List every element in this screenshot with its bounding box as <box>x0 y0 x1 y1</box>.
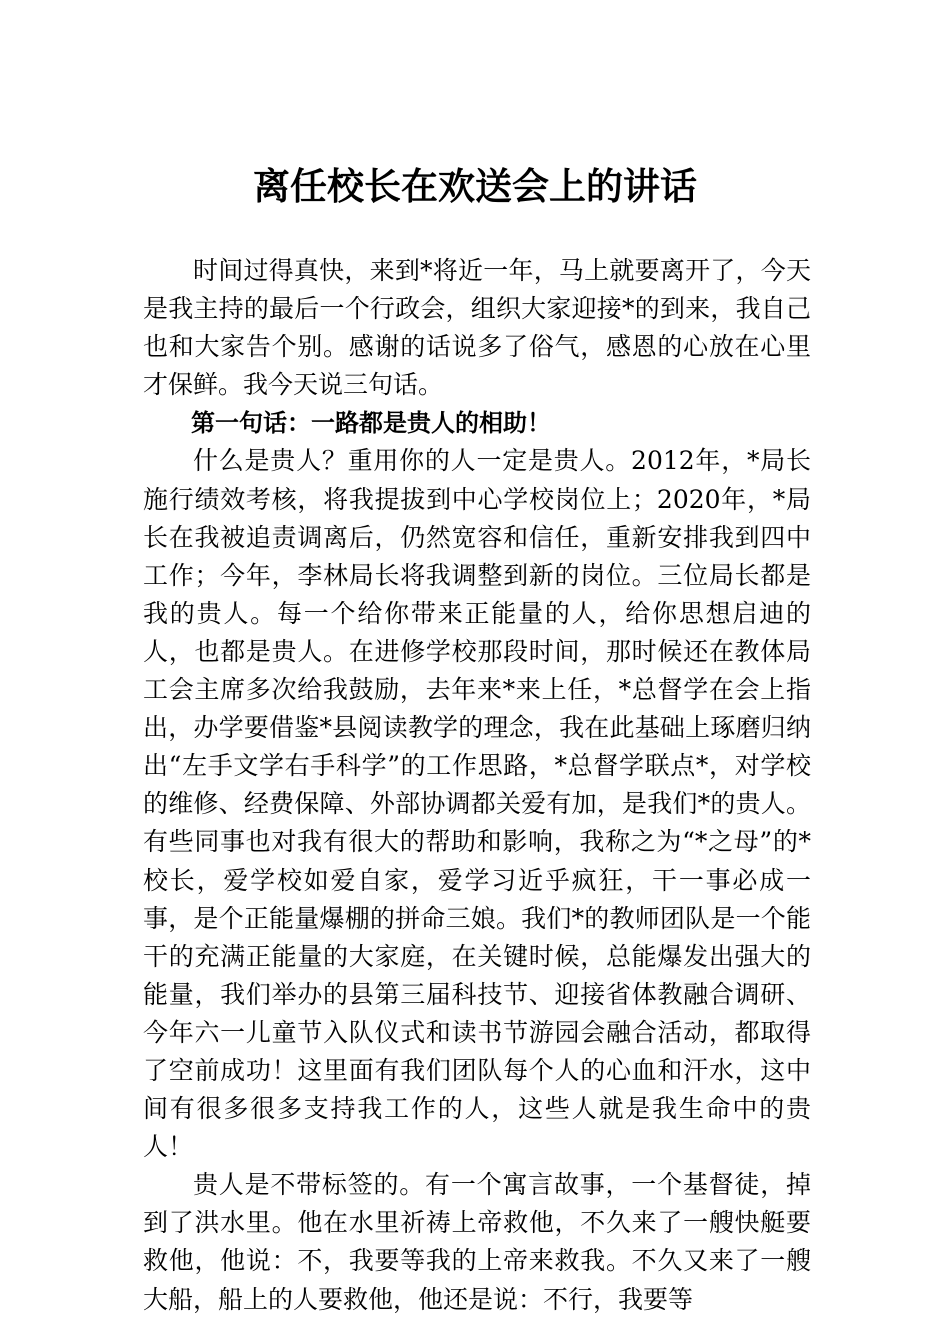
paragraph-parable: 贵人是不带标签的。有一个寓言故事，一个基督徒，掉到了洪水里。他在水里祈祷上帝救他，不久来了一艘快艇要救他，他说：不，我要等我的上帝来救我。不久又来了一艘大船，船上的人要救他，他还是说：不行，我要等 <box>143 1170 811 1314</box>
document-title: 离任校长在欢送会上的讲话 <box>253 164 697 208</box>
document-body <box>143 252 811 1319</box>
paragraph-noble-people: 什么是贵人？重用你的人一定是贵人。2012年，*局长施行绩效考核，将我提拔到中心学校岗位上；2020年，*局长在我被追责调离后，仍然宽容和信任，重新安排我到四中工作；今年，李林局长将我调整到新的岗位。三位局长都是我的贵人。每一个给你带来正能量的人，给你思想启迪的人，也都是贵人。在进修学校那段时间，那时候还在教体局工会主席多次给我鼓励，去年来*来上任，*总督学在会上指出，办学要借鉴*县阅读教学的理念，我在此基础上琢磨归纳出“左手文学右手科学”的工作思路，*总督学联点*，对学校的维修、经费保障、外部协调都关爱有加，是我们*的贵人。有些同事也对我有很大的帮助和影响，我称之为“*之母”的*校长，爱学校如爱自家，爱学习近乎疯狂，干一事必成一事，是个正能量爆棚的拼命三娘。我们*的教师团队是一个能干的充满正能量的大家庭，在关键时候，总能爆发出强大的能量，我们举办的县第三届科技节、迎接省体教融合调研、今年六一儿童节入队仪式和读书节游园会融合活动，都取得了空前成功！这里面有我们团队每个人的心血和汗水，这中间有很多很多支持我工作的人，这些人就是我生命中的贵人！ <box>143 446 811 1162</box>
section-heading-1: 第一句话：一路都是贵人的相助！ <box>191 409 551 438</box>
paragraph-intro: 时间过得真快，来到*将近一年，马上就要离开了，今天是我主持的最后一个行政会，组织大家迎接*的到来，我自己也和大家告个别。感谢的话说多了俗气，感恩的心放在心里才保鲜。我今天说三句话。 <box>143 256 811 400</box>
